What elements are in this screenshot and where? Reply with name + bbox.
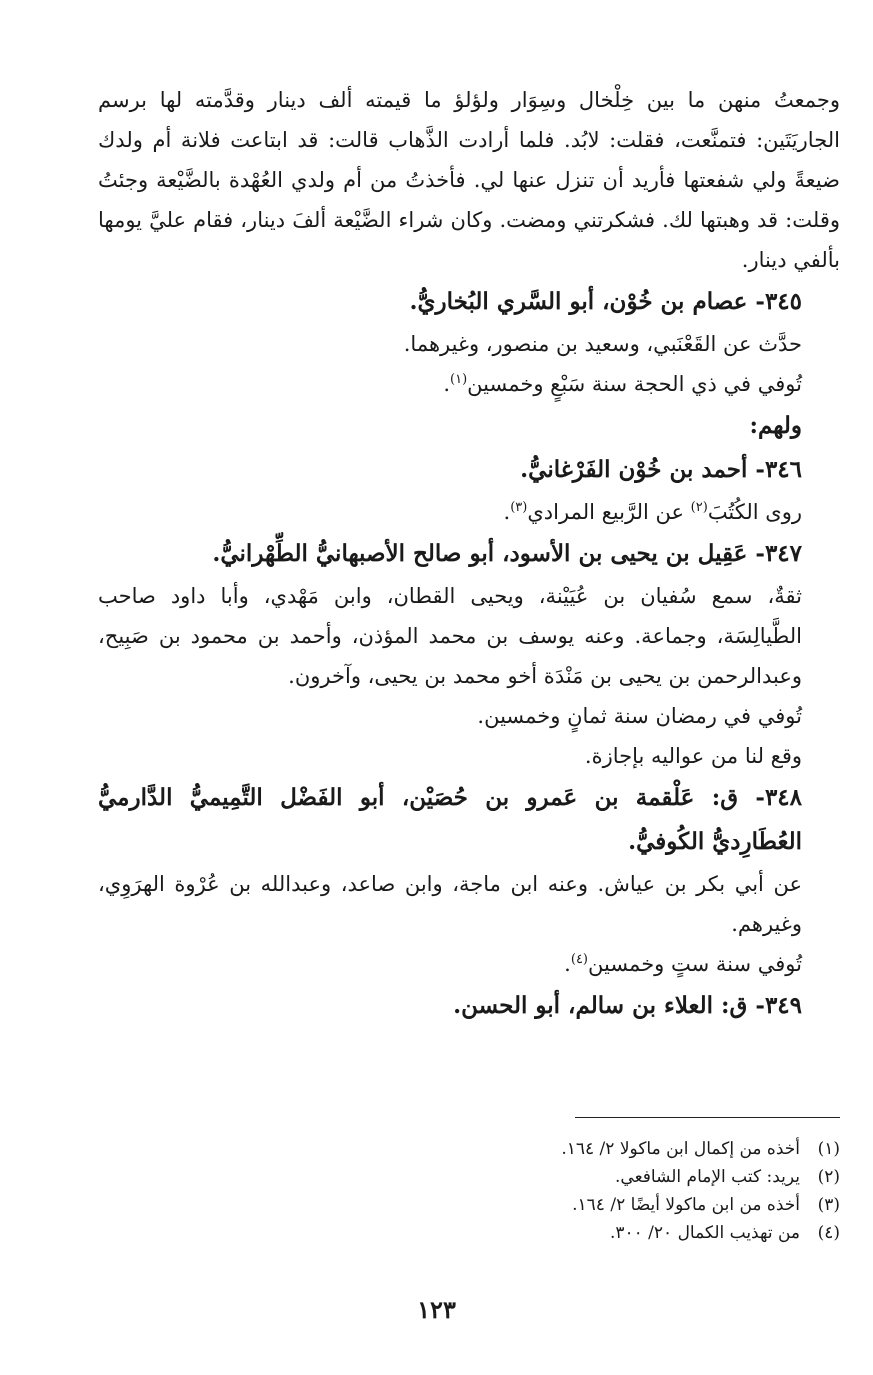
entry-348-death: تُوفي سنة ستٍ وخمسين$^{(٤)}$. <box>564 952 802 976</box>
page-number: ١٢٣ <box>417 1295 456 1324</box>
footnote-text: أخذه من ابن ماكولا أيضًا ٢/ ١٦٤. <box>572 1195 800 1215</box>
footnote-text: أخذه من إكمال ابن ماكولا ٢/ ١٦٤. <box>561 1139 800 1159</box>
entry-345-text: حدَّث عن القَعْنَبي، وسعيد بن منصور، وغيرهما. <box>403 332 802 356</box>
footnote-text: يريد: كتب الإمام الشافعي. <box>615 1167 800 1187</box>
entry-349-heading: ٣٤٩- ق: العلاء بن سالم، أبو الحسن. <box>453 992 802 1019</box>
footnote-text: من تهذيب الكمال ٢٠/ ٣٠٠. <box>609 1223 800 1243</box>
entry-348-text: عن أبي بكر بن عياش. وعنه ابن ماجة، وابن صاعد، وعبدالله بن عُرْوة الهرَوِي، وغيرهم. <box>98 872 802 936</box>
entry-347-death: تُوفي في رمضان سنة ثمانٍ وخمسين. <box>477 704 802 728</box>
text-part: عن الرَّبيع المرادي <box>527 500 691 524</box>
footnote-item <box>400 1163 840 1191</box>
footnote-ref-4[interactable]: (٤) <box>570 952 588 967</box>
footnote-number: (١) <box>817 1139 840 1159</box>
death-text: تُوفي سنة ستٍ وخمسين <box>588 952 802 976</box>
footnote-number: (٣) <box>817 1195 840 1215</box>
entry-346-heading: ٣٤٦- أحمد بن خُوْن الفَرْغانيُّ. <box>520 456 802 483</box>
page-body <box>98 80 840 1028</box>
footnote-item <box>400 1219 840 1247</box>
entry-345-death: تُوفي في ذي الحجة سنة سَبْعٍ وخمسين$^{(١)}$. <box>443 372 802 396</box>
footnotes <box>400 1135 840 1247</box>
entry-347-heading: ٣٤٧- عَقِيل بن يحيى بن الأسود، أبو صالح الأصبهانيُّ الطِّهْرانيُّ. <box>212 540 802 567</box>
footnote-ref-1[interactable]: (١) <box>450 372 468 387</box>
footnote-ref-3[interactable]: (٣) <box>510 500 528 515</box>
entry-345-heading: ٣٤٥- عصام بن خُوْن، أبو السَّري البُخاريُّ. <box>409 288 802 315</box>
footnote-divider <box>575 1117 840 1118</box>
text-part: روى الكُتُبَ <box>707 500 802 524</box>
entry-348-heading: ٣٤٨- ق: عَلْقمة بن عَمرو بن حُصَيْن، أبو الفَضْل التَّمِيميُّ الدَّارميُّ العُطَارِديُّ الكُوفيُّ. <box>98 784 802 855</box>
footnote-ref-2[interactable]: (٢) <box>690 500 708 515</box>
paragraph-opening: وجمعتُ منهن ما بين خِلْخال وسِوَار ولؤلؤ ما قيمته ألف دينار وقدَّمته لها برسم الجاريَتَين: فتمنَّعت، فقلت: لابُد. فلما أرادت الذَّهاب قالت: قد ابتاعت فلانة أم ولدك ضيعةً ولي شفعتها فأريد أن تنزل عنها لي. فأخذتُ من أم ولدي العُهْدة بالضَّيْعة وجئتُ وقلت: قد وهبتها لك. فشكرتني ومضت. وكان شراء الضَّيْعة ألفَ دينار، فقام عليَّ يومها بألفي دينار. <box>98 88 840 272</box>
footnote-number: (٢) <box>817 1167 840 1187</box>
footnote-number: (٤) <box>817 1223 840 1243</box>
footnote-item <box>400 1135 840 1163</box>
wa-lahum-heading: ولهم: <box>749 412 802 439</box>
footnote-item <box>400 1191 840 1219</box>
death-text: تُوفي في ذي الحجة سنة سَبْعٍ وخمسين <box>467 372 802 396</box>
entry-346-text: روى الكُتُبَ$^{(٢)}$ عن الرَّبيع المرادي$^{(٣)}$. <box>503 500 802 524</box>
entry-347-note: وقع لنا من عواليه بإجازة. <box>584 744 802 768</box>
entry-347-text: ثقةٌ، سمع سُفيان بن عُيَيْنة، ويحيى القطان، وابن مَهْدي، وأبا داود صاحب الطَّيالِسَة، وجماعة. وعنه يوسف بن محمد المؤذن، وأحمد بن محمود بن صَبِيح، وعبدالرحمن بن يحيى بن مَنْدَة أخو محمد بن يحيى، وآخرون. <box>98 584 802 688</box>
